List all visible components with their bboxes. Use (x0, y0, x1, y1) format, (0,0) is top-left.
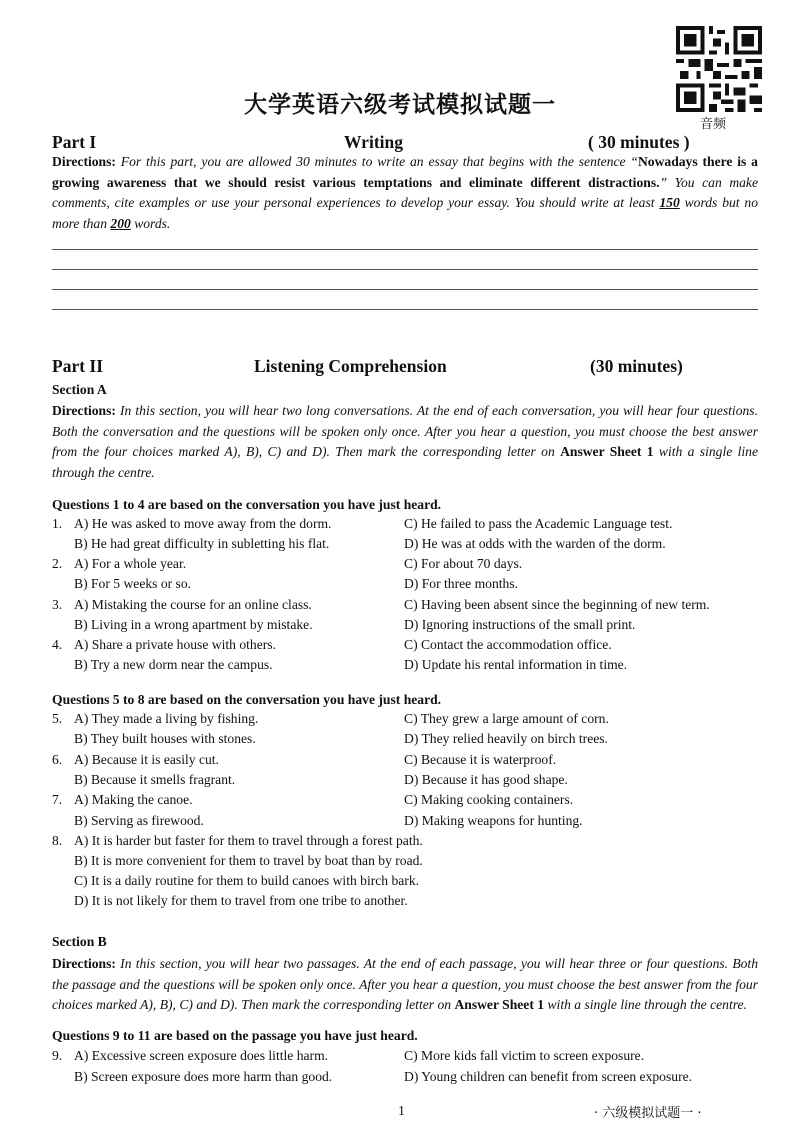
part2-name: Listening Comprehension (254, 356, 447, 376)
part1-time: ( 30 minutes ) (588, 132, 690, 152)
question-row: 7. A) Making the canoe. C) Making cooking containers. (52, 792, 574, 807)
section-a-label: Section A (52, 382, 107, 397)
min-words: 150 (659, 195, 680, 210)
writing-line (52, 289, 758, 290)
questions-heading: Questions 5 to 8 are based on the conversation you have just heard. (52, 692, 442, 707)
question-row: C) It is a daily routine for them to build canoes with birch bark. (74, 873, 420, 888)
writing-line (52, 249, 758, 250)
page-number: 1 (398, 1104, 405, 1119)
writing-line (52, 309, 758, 310)
directions-label: Directions: (52, 154, 116, 169)
question-row: B) Because it smells fragrant. D) Because it has good shape. (74, 772, 568, 787)
question-row: 1. A) He was asked to move away from the dorm. C) He failed to pass the Academic Language test. (52, 516, 673, 531)
part2-header (52, 356, 762, 380)
question-row: B) Serving as firewood. D) Making weapons for hunting. (74, 813, 583, 828)
question-row: B) Try a new dorm near the campus. D) Update his rental information in time. (74, 657, 628, 672)
writing-line (52, 269, 758, 270)
section-b-label: Section B (52, 934, 107, 949)
section-a-directions: Directions: In this section, you will hear two long conversations. At the end of each conversation, you will hear four questions. Both the conversation and the questions will be spoken only once. After you hear a question, you must choose the best answer from the four choices marked A), B), C) and D). Then mark the corresponding letter on Answer Sheet 1 with a single line through the centre. (52, 403, 758, 480)
part2-label: Part II (52, 356, 104, 376)
question-row: 5. A) They made a living by fishing. C) They grew a large amount of corn. (52, 711, 609, 726)
question-row: 8. A) It is harder but faster for them to travel through a forest path. (52, 833, 423, 848)
part2-time: (30 minutes) (590, 356, 683, 376)
question-row: 4. A) Share a private house with others. C) Contact the accommodation office. (52, 637, 612, 652)
question-row: B) He had great difficulty in subletting his flat. D) He was at odds with the warden of the dorm. (74, 536, 666, 551)
part1-label: Part I (52, 132, 97, 152)
questions-heading: Questions 1 to 4 are based on the conversation you have just heard. (52, 497, 442, 512)
question-row: 2. A) For a whole year. C) For about 70 days. (52, 556, 523, 571)
question-row: B) It is more convenient for them to travel by boat than by road. (74, 853, 423, 868)
part1-name: Writing (344, 132, 403, 152)
footer-label: · 六级模拟试题一 · (594, 1106, 702, 1121)
question-row: D) It is not likely for them to travel from one tribe to another. (74, 893, 408, 908)
question-row: B) They built houses with stones. D) They relied heavily on birch trees. (74, 731, 608, 746)
qr-audio-label: 音频 (700, 117, 727, 132)
page-title: 大学英语六级考试模拟试题一 (244, 92, 556, 118)
question-row: B) Living in a wrong apartment by mistake. D) Ignoring instructions of the small print. (74, 617, 636, 632)
max-words: 200 (110, 215, 131, 231)
question-row: 6. A) Because it is easily cut. C) Because it is waterproof. (52, 752, 557, 767)
question-row: 9. A) Excessive screen exposure does little harm. C) More kids fall victim to screen exposure. (52, 1048, 645, 1063)
part1-directions: Directions: For this part, you are allowed 30 minutes to write an essay that begins with the sentence “Nowadays there is a growing awareness that we should resist various temptations and eliminate different distractions.” You can make comments, cite examples or use your personal experiences to develop your essay. You should write at least 150 words but no more than 200 words. (52, 154, 758, 231)
question-row: B) Screen exposure does more harm than good. D) Young children can benefit from screen exposure. (74, 1069, 693, 1084)
section-b-directions: Directions: In this section, you will hear two passages. At the end of each passage, you will hear three or four questions. Both the passage and the questions will be spoken only once. After you hear a question, you must choose the best answer from the four choices marked A), B), C) and D). Then mark the corresponding letter on Answer Sheet 1 with a single line through the centre. (52, 956, 758, 1012)
questions-heading: Questions 9 to 11 are based on the passage you have just heard. (52, 1028, 418, 1043)
question-row: B) For 5 weeks or so. D) For three months. (74, 576, 519, 591)
question-row: 3. A) Mistaking the course for an online class. C) Having been absent since the beginning of new term. (52, 597, 710, 612)
